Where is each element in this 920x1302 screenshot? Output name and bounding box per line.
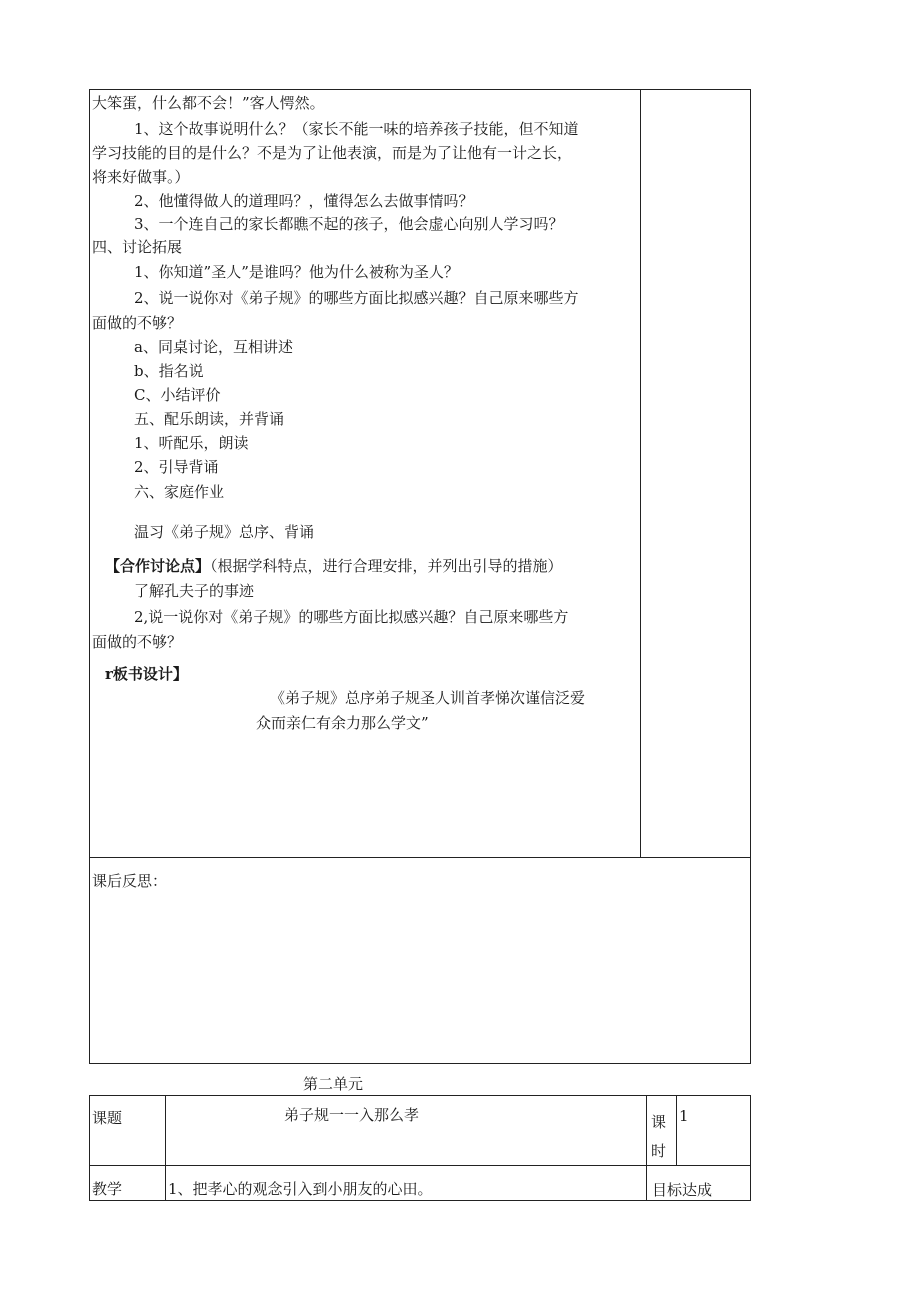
lesson-table-row-divider — [89, 1165, 751, 1166]
period-label-top: 课 — [651, 1113, 667, 1131]
goal-achievement-label: 目标达成 — [652, 1181, 713, 1199]
content-line-17: 六、家庭作业 — [134, 483, 225, 501]
content-line-12: b、指名说 — [134, 362, 204, 380]
coop-note: （根据学科特点，进行合理安排，并列出引导的措施） — [210, 557, 563, 575]
topic-value: 弟子规一一入那么孝 — [284, 1106, 420, 1124]
content-line-8: 1、你知道”圣人”是谁吗？他为什么被称为圣人？ — [134, 263, 459, 281]
content-line-4: 将来好做事。） — [92, 168, 190, 186]
reflection-label: 课后反思： — [92, 872, 168, 890]
coop-discussion-heading — [105, 556, 563, 576]
content-line-2: 1、这个故事说明什么？（家长不能一味的培养孩子技能，但不知道 — [134, 120, 579, 138]
reflection-box — [89, 857, 751, 1064]
upper-table-column-divider — [640, 89, 641, 858]
coop-line-2: 2,说一说你对《弟子规》的哪些方面比拟感兴趣？自己原来哪些方 — [134, 608, 569, 626]
content-line-16: 2、引导背诵 — [134, 458, 219, 476]
content-line-18: 温习《弟子规》总序、背诵 — [134, 523, 315, 541]
content-line-7: 四、讨论拓展 — [92, 238, 183, 256]
content-line-6: 3、一个连自己的家长都瞧不起的孩子，他会虚心向别人学习吗？ — [134, 215, 564, 233]
content-line-1: 大笨蛋，什么都不会！”客人愕然。 — [92, 94, 325, 112]
content-line-13: C、小结评价 — [134, 386, 221, 404]
content-line-15: 1、听配乐，朗读 — [134, 434, 249, 452]
topic-label: 课题 — [92, 1109, 123, 1127]
lesson-table-divider-1 — [165, 1095, 166, 1201]
unit-heading: 第二单元 — [303, 1075, 364, 1093]
coop-title: 【合作讨论点】 — [105, 557, 211, 575]
content-line-3: 学习技能的目的是什么？不是为了让他表演，而是为了让他有一计之长， — [92, 144, 573, 162]
content-line-10: 面做的不够？ — [92, 314, 183, 332]
content-line-14: 五、配乐朗读，并背诵 — [134, 410, 285, 428]
teaching-label: 教学 — [92, 1180, 123, 1198]
board-line-1: 《弟子规》总序弟子规圣人训首孝悌次谨信泛爱 — [270, 689, 586, 707]
period-label-bottom: 时 — [651, 1142, 667, 1160]
lesson-table-divider-3 — [676, 1095, 677, 1166]
coop-line-3: 面做的不够？ — [92, 633, 183, 651]
content-line-11: a、同桌讨论，互相讲述 — [134, 338, 293, 356]
coop-line-1: 了解孔夫子的事迹 — [134, 582, 255, 600]
board-line-2: 众而亲仁有余力那么学文” — [256, 714, 429, 732]
content-line-9: 2、说一说你对《弟子规》的哪些方面比拟感兴趣？自己原来哪些方 — [134, 289, 579, 307]
lesson-table-divider-2 — [646, 1095, 647, 1201]
content-line-5: 2、他懂得做人的道理吗？，懂得怎么去做事情吗？ — [134, 192, 474, 210]
period-value: 1 — [679, 1107, 689, 1125]
teaching-goal-text: 1、把孝心的观念引入到小朋友的心田。 — [168, 1180, 433, 1198]
board-design-heading: r板书设计】 — [105, 665, 188, 683]
